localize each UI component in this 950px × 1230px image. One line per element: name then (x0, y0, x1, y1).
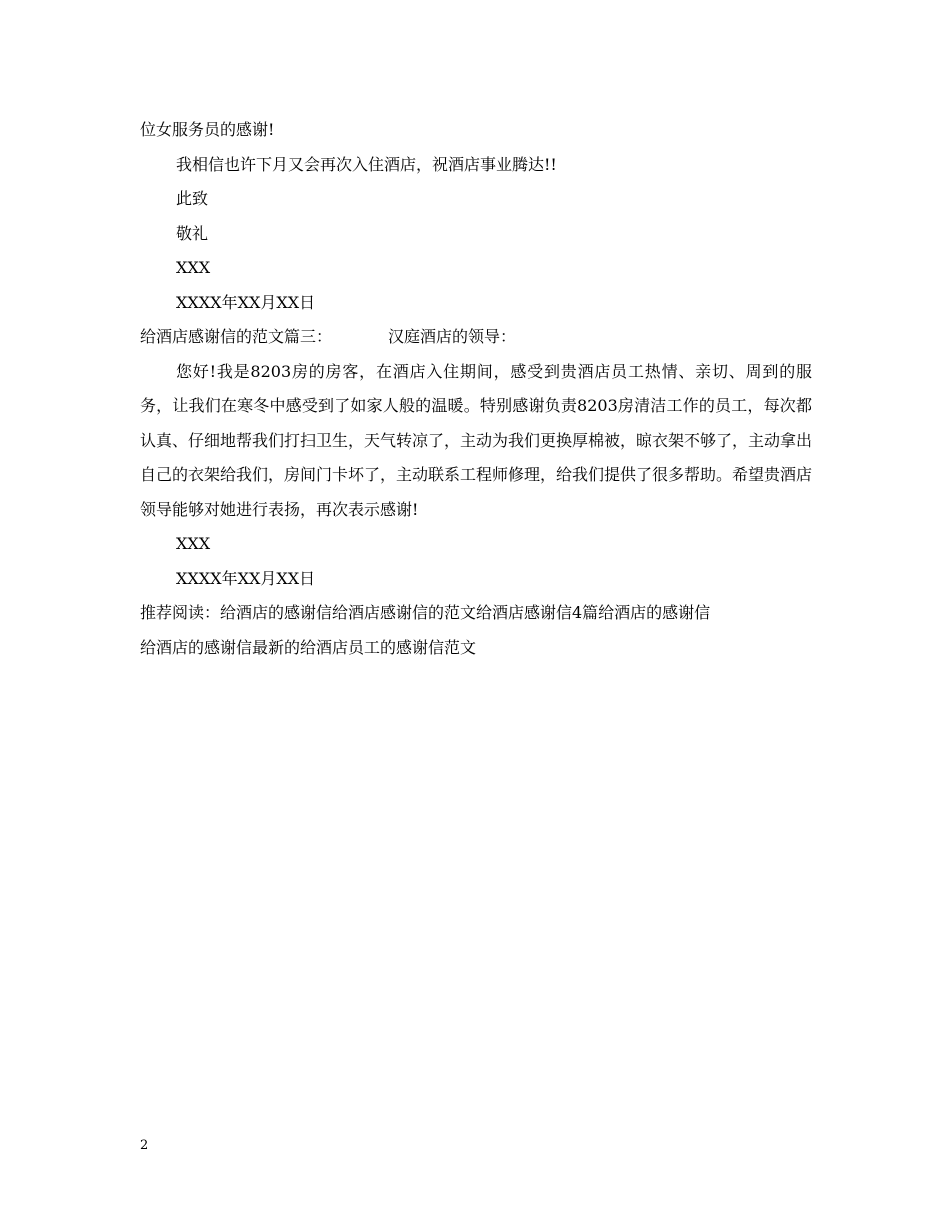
recommended-reading: 给酒店的感谢信最新的给酒店员工的感谢信范文 (140, 637, 477, 657)
recommended-reading: 推荐阅读：给酒店的感谢信给酒店感谢信的范文给酒店感谢信4篇给酒店的感谢信 (140, 603, 711, 622)
signature: XXX (176, 258, 211, 277)
section-title: 给酒店感谢信的范文篇三： (140, 327, 333, 346)
document-body (140, 113, 812, 665)
section-heading (140, 320, 812, 355)
page-number: 2 (140, 1138, 149, 1153)
closing-regards: 敬礼 (176, 223, 209, 243)
letter-addressee: 汉庭酒店的领导： (388, 327, 517, 346)
letter-paragraph: 您好!我是8203房的房客，在酒店入住期间，感受到贵酒店员工热情、亲切、周到的服务，让我们在寒冬中感受到了如家人般的温暖。特别感谢负责8203房清洁工作的员工，每次都认真、仔细地帮我们打扫卫生，天气转凉了，主动为我们更换厚棉被，晾衣架不够了，主动拿出自己的衣架给我们，房间门卡坏了，主动联系工程师修理，给我们提供了很多帮助。希望贵酒店领导能够对她进行表扬，再次表示感谢! (140, 361, 813, 519)
text-line: 我相信也许下月又会再次入住酒店，祝酒店事业腾达!! (176, 154, 557, 174)
text-line: 位女服务员的感谢! (140, 120, 275, 139)
date: XXXX年XX月XX日 (176, 568, 316, 588)
closing-salutation: 此致 (176, 189, 209, 208)
date: XXXX年XX月XX日 (176, 292, 316, 312)
signature: XXX (176, 534, 211, 553)
